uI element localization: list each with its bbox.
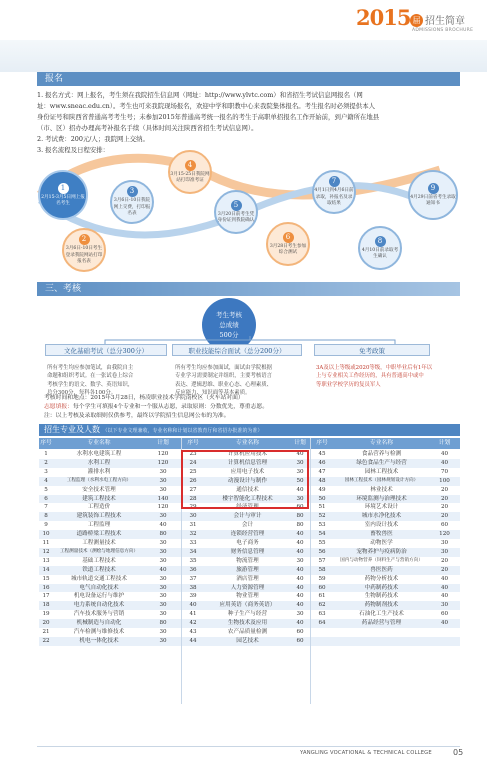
major-name: 药物分析技术 — [364, 575, 399, 582]
row-number: 7 — [44, 504, 48, 511]
table-header-cell: 序号 — [316, 440, 328, 446]
major-name: 计算机信息管理 — [227, 459, 268, 466]
plan-count: 30 — [440, 602, 449, 609]
major-name: 兽医医药 — [370, 566, 393, 573]
plan-count: 30 — [159, 629, 167, 635]
major-name: 国内与动物营养（饲料生产与营销方向） — [340, 557, 423, 563]
plan-count: 80 — [159, 620, 167, 627]
exam-text-exemption-line1: 3A及以上等级或2020等级，中职毕业后有1年以 — [316, 365, 433, 371]
plan-count: 30 — [296, 557, 304, 564]
row-number: 21 — [42, 629, 50, 635]
flow-step-1-number: 1 — [58, 183, 69, 194]
row-number: 31 — [189, 522, 197, 529]
row-number: 12 — [42, 548, 50, 555]
plan-count: 40 — [296, 575, 304, 582]
major-name: 绿色食品生产与经营 — [356, 459, 407, 466]
table-header-cell: 序号 — [187, 440, 199, 446]
major-name: 药物制剂技术 — [364, 602, 399, 609]
exam-text-culture — [47, 364, 133, 397]
row-number: 3 — [44, 468, 48, 475]
major-name: 机电设备运行与维护 — [73, 593, 125, 600]
major-name: 电气自动化技术 — [79, 584, 119, 591]
plan-count: 30 — [159, 575, 167, 582]
major-name: 环境监测与治理技术 — [356, 495, 407, 502]
header-subtitle: ADMISSIONS BROCHURE — [412, 28, 474, 33]
flow-step-3-number: 3 — [127, 186, 138, 197]
plan-count: 50 — [296, 477, 304, 484]
major-name: 安全技术管理 — [82, 486, 116, 493]
row-number: 58 — [318, 566, 326, 573]
exam-note-choice-text: 每个学生可填报4个专业和一个服从志愿，录取原则：分数优先，尊重志愿。 — [73, 404, 268, 410]
flow-step-4-number: 4 — [185, 160, 196, 171]
row-number: 47 — [318, 468, 326, 475]
exam-text-culture-line1: 所有考生均应参加笔试，由我院自主 — [47, 365, 134, 371]
plan-count: 30 — [159, 557, 167, 564]
row-number: 22 — [42, 637, 50, 644]
flow-step-5-text: 3月20日前考生凭身份证到我院确认 — [217, 211, 255, 223]
plan-count: 30 — [159, 477, 167, 484]
exam-note-disclaimer: 注：以上考核及录取细则仅供参考，最终以学院招生信息网公布的为准。 — [44, 413, 230, 419]
row-number: 6 — [44, 495, 48, 502]
major-name: 铁道工程技术 — [82, 566, 116, 573]
flow-step-3 — [110, 180, 154, 224]
flow-step-9 — [408, 170, 458, 220]
table-header-cell: 专业名称 — [369, 440, 394, 446]
major-name: 种子生产与经营 — [227, 611, 268, 618]
flow-step-7 — [312, 170, 356, 214]
registration-item1-line3: 身份证号和陕西省普通高考考生号；未参加2015年普通高考统一报名的考生于高职单招报名工作开始前，到户籍所在地县 — [37, 113, 380, 121]
table-row — [39, 628, 460, 637]
plan-count: 40 — [296, 584, 304, 591]
row-number: 36 — [189, 566, 197, 573]
table-header-cell: 专业名称 — [87, 440, 111, 446]
plan-count: 30 — [296, 459, 304, 466]
major-name: 室内设计技术 — [364, 522, 399, 529]
header-title: 招生简章 — [425, 16, 465, 27]
row-number: 50 — [318, 495, 326, 502]
major-name: 酒店管理 — [236, 575, 259, 582]
major-name: 林业技术 — [370, 486, 393, 493]
plan-count: 80 — [296, 522, 304, 529]
major-name: 农产品质量检测 — [227, 629, 268, 635]
exam-note-choice — [44, 403, 268, 412]
flow-step-7-number: 7 — [329, 176, 340, 187]
plan-count: 60 — [296, 504, 304, 511]
plan-count: 120 — [157, 451, 169, 457]
major-name: 建筑工程技术 — [82, 495, 116, 502]
major-name: 园艺技术 — [236, 637, 259, 644]
flow-step-2-number: 2 — [79, 234, 90, 245]
plan-count: 30 — [159, 593, 167, 600]
major-name: 食品营养与检测 — [361, 451, 402, 457]
row-number: 34 — [189, 548, 197, 555]
major-name: 经济管理 — [236, 504, 259, 511]
plan-count: 30 — [440, 548, 449, 555]
row-number: 43 — [189, 629, 197, 635]
row-number: 41 — [189, 611, 197, 618]
plan-count: 40 — [440, 593, 449, 600]
row-number: 45 — [318, 451, 326, 457]
plan-count: 20 — [440, 513, 449, 520]
page-number: 05 — [453, 748, 464, 757]
row-number: 64 — [318, 620, 326, 627]
row-number: 39 — [189, 593, 197, 600]
exam-box-culture: 文化基础考试（总分300分） — [45, 344, 167, 356]
row-number: 26 — [189, 477, 197, 484]
flow-step-8 — [358, 226, 402, 270]
exam-text-skills-line4: 反应能力、知识面等基本素质。 — [175, 389, 251, 396]
exam-text-skills-line2: 专业学习需要制定并组织，主要考核语言 — [175, 373, 273, 380]
table-header-cell: 序号 — [40, 440, 52, 446]
majors-table-header — [39, 438, 460, 449]
row-number: 25 — [189, 468, 197, 475]
plan-count: 40 — [296, 548, 304, 555]
flow-step-3-text: 3月6日-10日我院网上交费，打印报名表 — [113, 198, 151, 217]
table-row — [39, 539, 460, 548]
plan-count: 30 — [296, 495, 304, 502]
major-name: 园林工程技术（园林规划设计方向） — [344, 477, 419, 483]
plan-count: 30 — [296, 611, 304, 618]
flow-step-2-text: 3月6日-10日考生登录我院网站打印报名表 — [65, 246, 103, 265]
exam-text-skills-line1: 所有考生均应参加面试，面试由学院根据 — [175, 365, 273, 371]
exam-text-exemption-line3: 等职业学校学历的复员军人 — [316, 381, 381, 388]
major-name: 电力系统自动化技术 — [73, 602, 125, 609]
row-number: 44 — [189, 637, 197, 644]
table-row — [39, 619, 460, 628]
registration-item1 — [37, 90, 457, 156]
major-name: 城市轨道交通工程技术 — [71, 575, 127, 582]
major-name: 中药制药技术 — [364, 584, 399, 591]
flow-step-1 — [38, 170, 88, 220]
table-row — [39, 601, 460, 610]
plan-count: 40 — [440, 584, 449, 591]
section-title-registration: 报名 — [37, 72, 460, 86]
row-number: 10 — [42, 531, 50, 538]
flow-step-6-number: 6 — [283, 232, 294, 243]
plan-count: 20 — [440, 486, 449, 493]
exam-note-choice-label: 志愿填报： — [44, 404, 73, 410]
table-row — [39, 557, 460, 566]
plan-count: 30 — [159, 513, 167, 520]
majors-table-title-text: 招生专业及人数 — [44, 425, 100, 434]
plan-count: 60 — [296, 629, 304, 635]
plan-count: 40 — [440, 459, 449, 466]
row-number: 14 — [42, 566, 50, 573]
plan-count: 80 — [159, 531, 167, 538]
major-name: 汽车检测与维修技术 — [73, 629, 125, 635]
row-number: 27 — [189, 486, 197, 493]
major-name: 应用英语（商务英语） — [219, 602, 276, 609]
row-number: 49 — [318, 486, 326, 493]
flow-step-1-text: 2月15-3月5日网上报名考生 — [41, 194, 85, 206]
row-number: 32 — [189, 531, 197, 538]
row-number: 11 — [42, 540, 50, 546]
table-row — [39, 592, 460, 601]
row-number: 16 — [42, 584, 50, 591]
flow-step-8-text: 4月10日前录取考生确认 — [361, 247, 399, 259]
registration-item3: 3. 报名流程及日程安排： — [37, 146, 110, 154]
header-band — [0, 40, 487, 72]
plan-count: 40 — [440, 451, 449, 457]
plan-count: 60 — [440, 611, 449, 618]
major-name: 人力资源管理 — [230, 584, 265, 591]
plan-count: 30 — [159, 540, 167, 546]
flow-step-9-number: 9 — [428, 183, 439, 194]
major-name: 计算机应用技术 — [227, 451, 268, 457]
row-number: 4 — [44, 477, 48, 484]
plan-count: 20 — [440, 557, 449, 564]
plan-count: 120 — [439, 531, 450, 538]
footer-divider — [37, 746, 460, 747]
plan-count: 100 — [439, 477, 450, 484]
table-row — [39, 521, 460, 530]
row-number: 20 — [42, 620, 50, 627]
major-name: 环境艺术设计 — [364, 504, 399, 511]
table-row — [39, 584, 460, 593]
row-number: 46 — [318, 459, 326, 466]
exam-note-time: 考核时间和地点：2015年3月28日，杨凌职业技术学院南校区（火车站对面） — [44, 395, 244, 401]
exam-text-culture-line2: 命题和组织考试。在一张试卷上综合 — [47, 373, 134, 380]
header-badge: 届 — [410, 14, 423, 27]
plan-count: 20 — [440, 495, 449, 502]
exam-text-skills-line3: 表达、逻辑思维、职业心态、心理素质、 — [175, 381, 273, 388]
table-row — [39, 530, 460, 539]
plan-count: 70 — [440, 468, 449, 475]
exam-box-exemption: 免考政策 — [314, 344, 430, 356]
total-score-value: 500分 — [219, 331, 239, 339]
major-name: 基础工程技术 — [82, 557, 116, 564]
major-name: 灌排水利 — [87, 468, 111, 475]
major-name: 旅游管理 — [236, 566, 259, 573]
plan-count: 20 — [440, 504, 449, 511]
flow-step-6 — [266, 222, 310, 266]
plan-count: 40 — [296, 540, 304, 546]
major-name: 动物医学 — [370, 540, 393, 546]
exam-text-skills — [175, 364, 272, 397]
flow-step-6-text: 3月28日考生参加综合测试 — [269, 243, 307, 255]
flow-step-7-text: 4月1日到4月6日前录取，补报名及录取结果 — [314, 188, 354, 207]
major-name: 汽车技术服务与营销 — [73, 611, 125, 618]
table-header-cell: 计划 — [294, 440, 306, 446]
row-number: 5 — [44, 486, 48, 493]
row-number: 51 — [318, 504, 326, 511]
row-number: 33 — [189, 540, 197, 546]
row-number: 1 — [44, 451, 48, 457]
major-name: 生物制药技术 — [364, 593, 399, 600]
plan-count: 30 — [296, 468, 304, 475]
major-name: 机电一体化技术 — [79, 637, 119, 644]
row-number: 63 — [318, 611, 326, 618]
row-number: 18 — [42, 602, 50, 609]
row-number: 48 — [318, 477, 326, 484]
plan-count: 30 — [159, 468, 167, 475]
registration-item1-line2: 址：www.sneac.edu.cn）。考生也可来我院现场报名，欢迎中学和职教中心来我院集体报名。考生报名时必须提供本人 — [37, 102, 375, 110]
major-name: 宠物养护与疫病防治 — [356, 548, 407, 555]
plan-count: 40 — [159, 566, 167, 573]
flow-step-8-number: 8 — [375, 236, 386, 247]
header-year: 2015 — [356, 5, 411, 30]
plan-count: 40 — [440, 575, 449, 582]
row-number: 60 — [318, 584, 326, 591]
flow-step-9-text: 4月29日前省考生录取通知书 — [410, 194, 456, 206]
footer-college: YANGLING VOCATIONAL & TECHNICAL COLLEGE — [300, 750, 432, 756]
row-number: 38 — [189, 584, 197, 591]
column-divider — [310, 438, 311, 704]
row-number: 2 — [44, 459, 48, 466]
registration-item1-line4: （市、区）招办办理高考补报名手续（具体时间关注陕西省招生考试信息网）。 — [37, 124, 258, 132]
major-name: 生物技术及应用 — [227, 620, 268, 627]
plan-count: 40 — [296, 451, 304, 457]
flow-step-2 — [62, 228, 106, 272]
major-name: 水利工程 — [87, 459, 111, 466]
major-name: 物流管理 — [236, 557, 259, 564]
registration-item1-line1: 1. 报名方式：网上报名，考生须在我院招生信息网（网址：http://www.ylvtc.com）和省招生考试信息网报名（网 — [37, 91, 363, 99]
major-name: 通信技术 — [236, 486, 259, 493]
major-name: 药品经营与管理 — [361, 620, 402, 627]
table-row — [39, 566, 460, 575]
majors-table-title — [39, 424, 460, 436]
table-header-cell: 计划 — [157, 440, 169, 446]
plan-count: 140 — [157, 495, 169, 502]
exam-text-culture-line3: 考核学生的语文、数学、英语知识， — [47, 381, 134, 388]
flow-step-5-number: 5 — [231, 200, 242, 211]
plan-count: 30 — [159, 611, 167, 618]
plan-count: 20 — [440, 566, 449, 573]
row-number: 17 — [42, 593, 50, 600]
row-number: 29 — [189, 504, 197, 511]
major-name: 物业管理 — [236, 593, 259, 600]
major-name: 工程监理 — [87, 522, 111, 529]
plan-count: 40 — [440, 620, 449, 627]
table-row — [39, 610, 460, 619]
flow-step-4 — [168, 150, 212, 194]
row-number: 59 — [318, 575, 326, 582]
row-number: 54 — [318, 531, 326, 538]
major-name: 财务信息管理 — [230, 548, 265, 555]
table-header-cell: 计划 — [438, 440, 451, 446]
major-name: 园林工程技术 — [364, 468, 399, 475]
table-header-cell: 专业名称 — [235, 440, 260, 446]
major-name: 工程测量技术 — [82, 540, 116, 546]
major-name: 城市水净化技术 — [361, 513, 402, 520]
major-name: 应用电子技术 — [230, 468, 265, 475]
row-number: 9 — [44, 522, 48, 529]
plan-count: 40 — [296, 486, 304, 493]
major-name: 会计 — [241, 522, 254, 529]
flow-step-5 — [214, 190, 258, 234]
row-number: 55 — [318, 540, 326, 546]
major-name: 水利水电建筑工程 — [76, 451, 122, 457]
row-number: 42 — [189, 620, 197, 627]
major-name: 会计与审计 — [233, 513, 262, 520]
table-row — [39, 575, 460, 584]
table-row — [39, 637, 460, 646]
row-number: 52 — [318, 513, 326, 520]
plan-count: 60 — [440, 522, 449, 529]
row-number: 8 — [44, 513, 48, 520]
major-name: 石油化工生产技术 — [359, 611, 404, 618]
major-name: 电子商务 — [236, 540, 259, 546]
plan-count: 30 — [159, 486, 167, 493]
row-number: 23 — [189, 451, 197, 457]
table-row — [39, 512, 460, 521]
row-number: 62 — [318, 602, 326, 609]
plan-count: 80 — [296, 513, 304, 520]
row-number: 15 — [42, 575, 50, 582]
plan-count: 40 — [159, 522, 167, 529]
row-number: 19 — [42, 611, 50, 618]
plan-count: 40 — [296, 531, 304, 538]
major-name: 动漫设计与制作 — [227, 477, 268, 484]
total-score-subtitle: 总成绩 — [219, 321, 239, 329]
plan-count: 30 — [159, 602, 167, 609]
plan-count: 120 — [157, 459, 169, 466]
row-number: 35 — [189, 557, 197, 564]
exam-text-exemption-line2: 上与专业相关工作经历的，具有普通高中或中 — [316, 373, 424, 380]
plan-count: 40 — [296, 566, 304, 573]
plan-count: 40 — [296, 593, 304, 600]
highlight-box — [181, 450, 309, 509]
exam-box-skills: 职业技能综合面试（总分200分） — [172, 344, 302, 356]
major-name: 畜牧兽医 — [370, 531, 393, 538]
row-number: 13 — [42, 557, 50, 564]
plan-count: 30 — [159, 637, 167, 644]
major-name: 连锁经营管理 — [230, 531, 265, 538]
majors-table-title-note: （以下专业文理兼收，专业名称和计划以省教育厅和省招办批准的为准） — [102, 428, 263, 434]
row-number: 28 — [189, 495, 197, 502]
major-name: 工程造价 — [87, 504, 111, 511]
plan-count: 40 — [296, 620, 304, 627]
row-number: 24 — [189, 459, 197, 466]
plan-count: 60 — [296, 637, 304, 644]
major-name: 楼宇智能化工程技术 — [222, 495, 273, 502]
section-title-exam: 三、考核 — [37, 282, 460, 296]
major-name: 工程测量技术（测绘与地理信息方向） — [59, 548, 139, 554]
major-name: 机械制造与自动化 — [76, 620, 122, 627]
plan-count: 30 — [159, 584, 167, 591]
table-row — [39, 548, 460, 557]
row-number: 61 — [318, 593, 326, 600]
row-number: 30 — [189, 513, 197, 520]
flow-step-4-text: 3月15-25日我院网站打印准考证 — [170, 171, 210, 183]
registration-item2: 2. 考试费：200元/人；我院网上交纳。 — [37, 135, 149, 143]
row-number: 37 — [189, 575, 197, 582]
row-number: 53 — [318, 522, 326, 529]
exam-text-exemption — [316, 364, 432, 389]
plan-count: 30 — [440, 540, 449, 546]
plan-count: 40 — [296, 602, 304, 609]
total-score-title: 考生考核 — [216, 311, 242, 319]
major-name: 建筑装饰工程技术 — [76, 513, 122, 520]
plan-count: 30 — [159, 548, 167, 555]
major-name: 道路桥梁工程技术 — [76, 531, 122, 538]
row-number: 56 — [318, 548, 326, 555]
row-number: 57 — [318, 557, 326, 564]
exam-text-culture-line4: 总分300分，每科各100分。 — [47, 389, 117, 396]
major-name: 工程监理（水利水电工程方向） — [66, 477, 132, 483]
plan-count: 120 — [157, 504, 169, 511]
row-number: 40 — [189, 602, 197, 609]
